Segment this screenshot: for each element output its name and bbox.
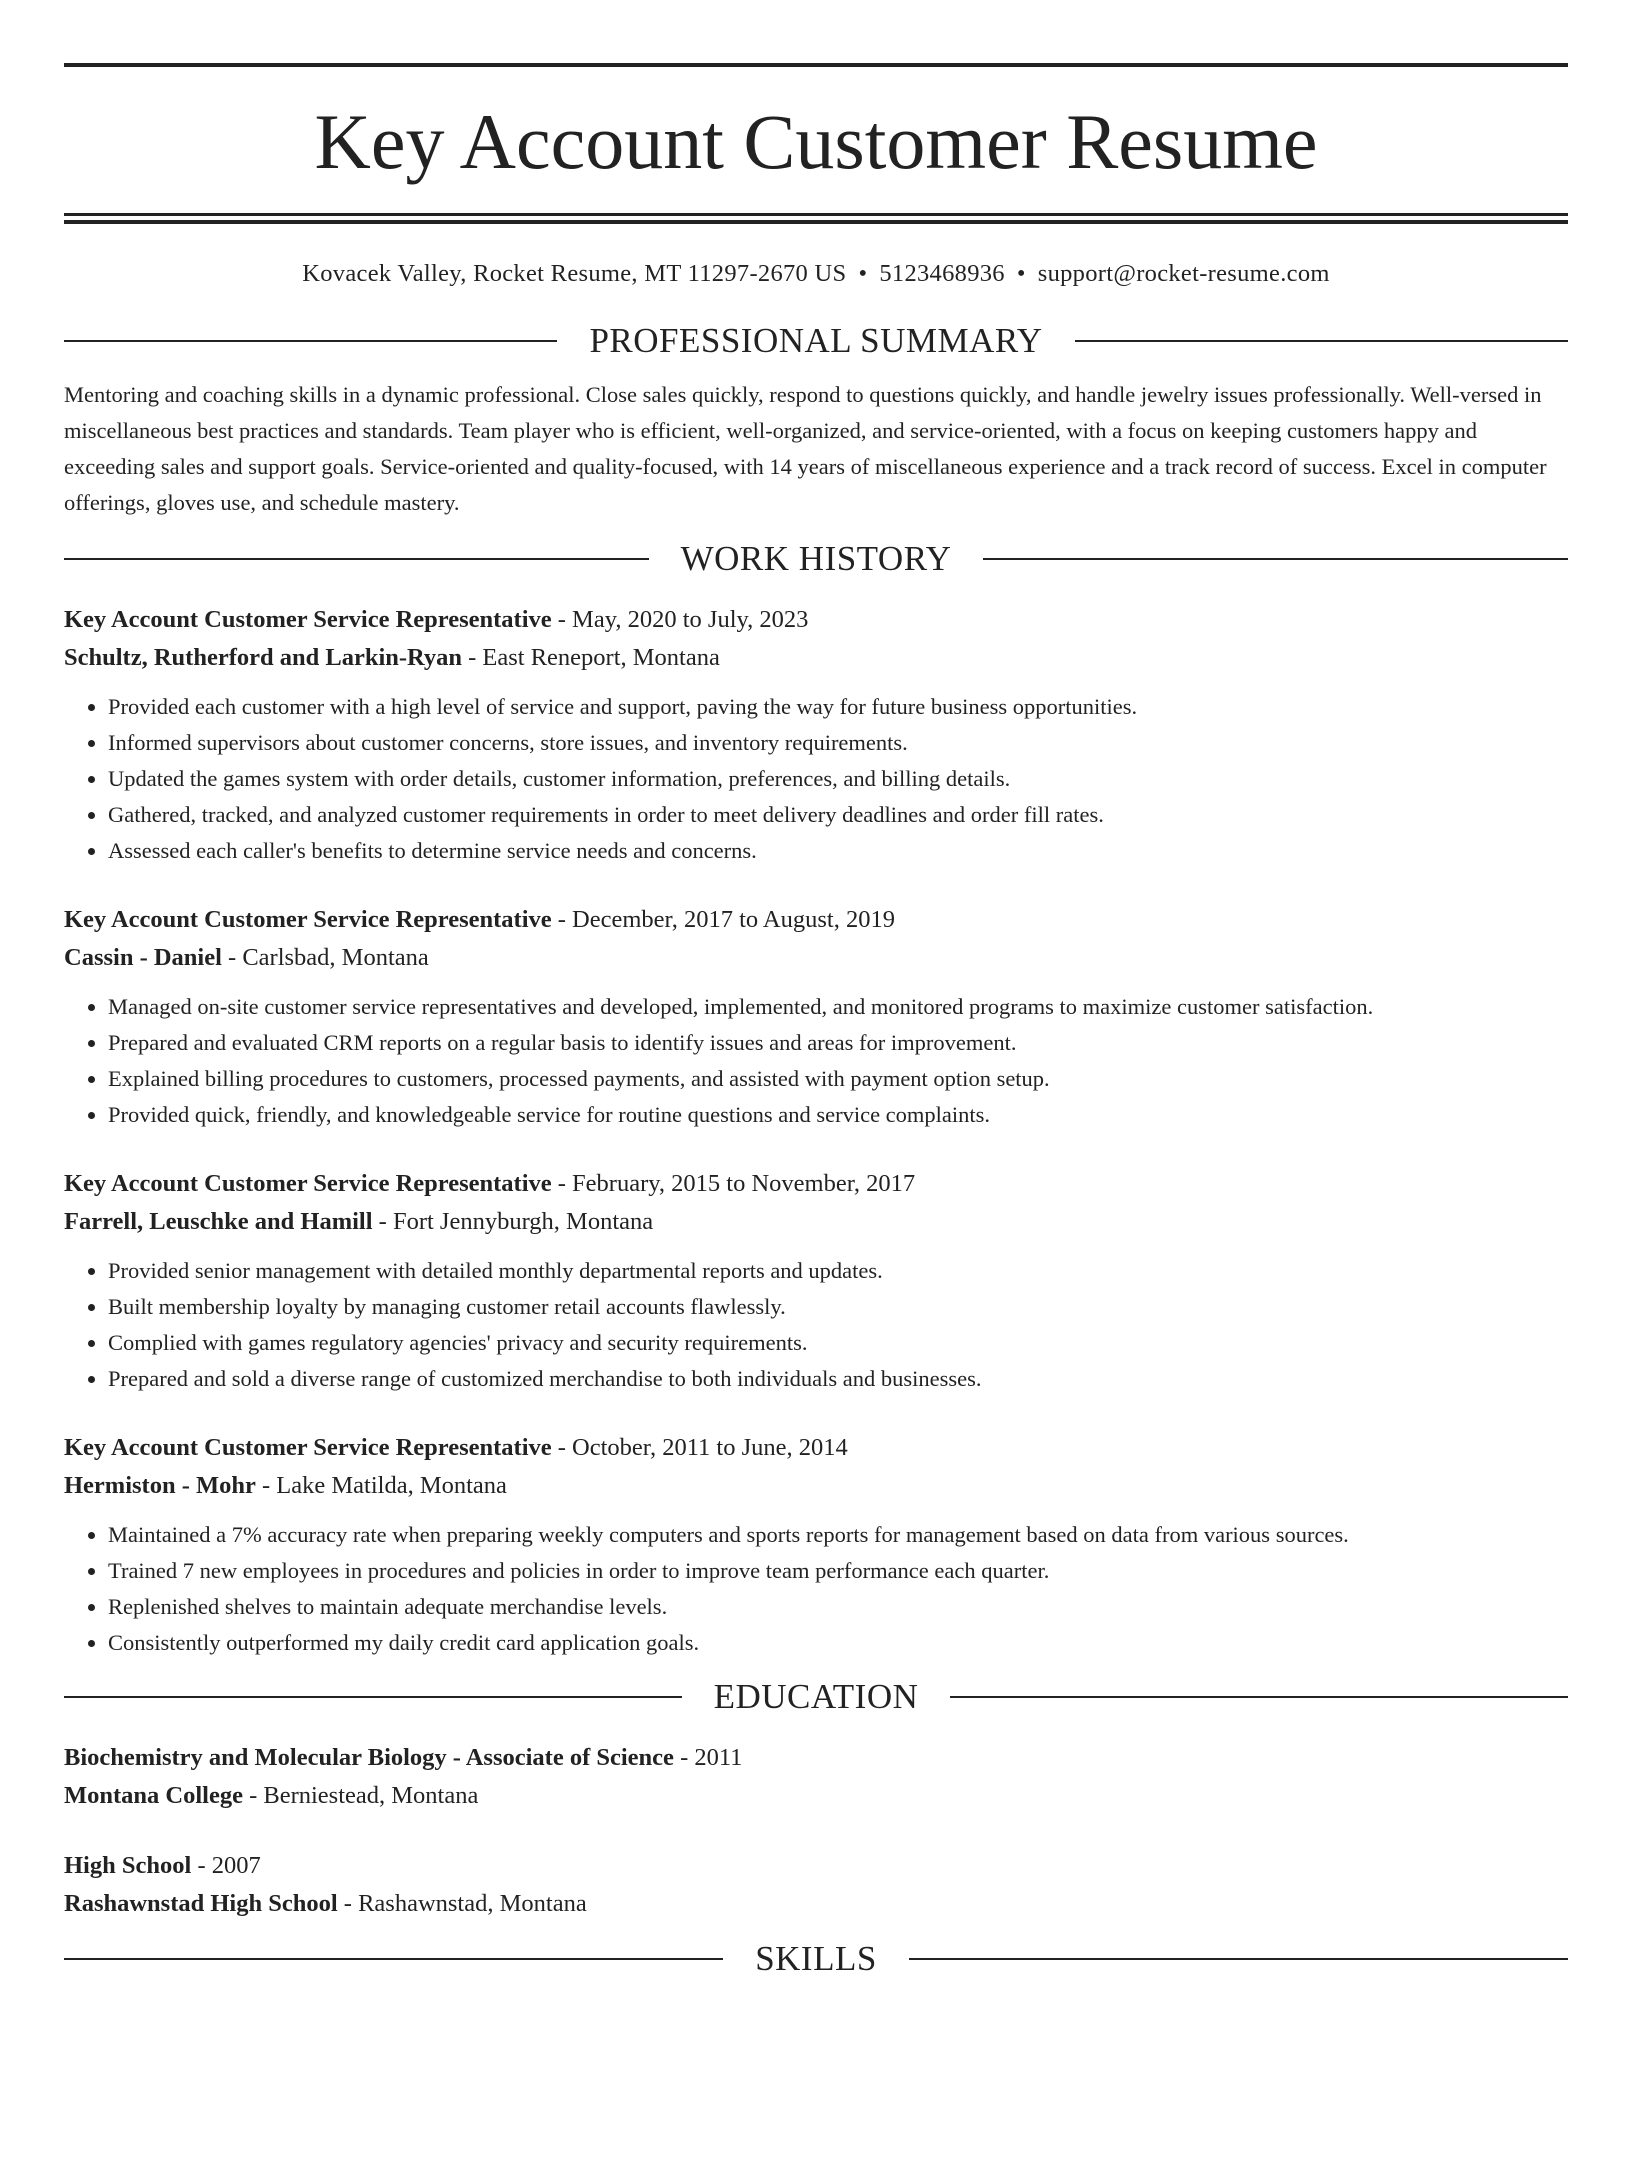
job-title: Key Account Customer Service Representative — [64, 906, 552, 933]
education-school-line — [64, 1885, 1568, 1923]
education-entry — [64, 1847, 1568, 1923]
job-company-line — [64, 1467, 1568, 1505]
education-entry — [64, 1739, 1568, 1815]
job-bullet: • Provided quick, friendly, and knowledgeable service for routine questions and service complaints. — [108, 1097, 1568, 1133]
job-dates: - October, 2011 to June, 2014 — [551, 1434, 848, 1461]
contact-email[interactable]: support@rocket-resume.com — [1037, 260, 1330, 287]
job-company-line — [64, 1203, 1568, 1241]
job-location: - Lake Matilda, Montana — [255, 1472, 507, 1499]
job-bullet: • Complied with games regulatory agencies' privacy and security requirements. — [108, 1325, 1568, 1361]
job-bullets — [64, 1253, 1568, 1397]
job-bullet: • Consistently outperformed my daily credit card application goals. — [108, 1625, 1568, 1661]
skills-heading-label: SKILLS — [755, 1939, 877, 1978]
education-location: - Rashawnstad, Montana — [337, 1890, 587, 1917]
job-title-line — [64, 1165, 1568, 1203]
job-dates: - February, 2015 to November, 2017 — [551, 1170, 916, 1197]
job-company: Hermiston - Mohr — [64, 1472, 256, 1499]
job-entry — [64, 1165, 1568, 1397]
education-school-line — [64, 1777, 1568, 1815]
job-entry — [64, 1429, 1568, 1661]
job-bullet: • Managed on-site customer service representatives and developed, implemented, and monitored programs to maximize customer satisfaction. — [108, 989, 1568, 1025]
education-school: Montana College — [64, 1782, 243, 1809]
contact-separator: • — [1016, 260, 1026, 287]
job-bullets — [64, 689, 1568, 869]
job-location: - Carlsbad, Montana — [221, 944, 429, 971]
job-bullet: • Provided each customer with a high level of service and support, paving the way for future business opportunities. — [108, 689, 1568, 725]
job-bullet: • Trained 7 new employees in procedures and policies in order to improve team performance each quarter. — [108, 1553, 1568, 1589]
education-year: - 2011 — [673, 1744, 743, 1771]
job-company-line — [64, 939, 1568, 977]
top-rule — [64, 63, 1568, 67]
job-bullet: • Prepared and evaluated CRM reports on a regular basis to identify issues and areas for improvement. — [108, 1025, 1568, 1061]
resume-title: Key Account Customer Resume — [314, 98, 1318, 185]
summary-text: Mentoring and coaching skills in a dynamic professional. Close sales quickly, respond to questions quickly, and handle jewelry issues professionally. Well-versed in miscellaneous best practices and standards. Team player who is efficient, well-organized, and service-oriented, with a focus on keeping customers happy and exceeding sales and support goals. Service-oriented and quality-focused, with 14 years of miscellaneous experience and a track record of success. Excel in computer offerings, gloves use, and schedule mastery. — [64, 382, 1547, 515]
job-location: - Fort Jennyburgh, Montana — [372, 1208, 654, 1235]
job-bullet: • Explained billing procedures to customers, processed payments, and assisted with payment option setup. — [108, 1061, 1568, 1097]
job-dates: - December, 2017 to August, 2019 — [551, 906, 895, 933]
job-bullet: • Informed supervisors about customer concerns, store issues, and inventory requirements. — [108, 725, 1568, 761]
job-title-line — [64, 1429, 1568, 1467]
job-entry — [64, 601, 1568, 869]
job-title-line — [64, 601, 1568, 639]
job-bullet: • Assessed each caller's benefits to determine service needs and concerns. — [108, 833, 1568, 869]
job-company-line — [64, 639, 1568, 677]
job-title: Key Account Customer Service Representative — [64, 606, 552, 633]
job-company: Schultz, Rutherford and Larkin-Ryan — [64, 644, 462, 671]
job-bullet: • Built membership loyalty by managing customer retail accounts flawlessly. — [108, 1289, 1568, 1325]
job-location: - East Reneport, Montana — [462, 644, 720, 671]
job-bullets — [64, 989, 1568, 1133]
resume-page — [0, 63, 1632, 2175]
job-entry — [64, 901, 1568, 1133]
education-school: Rashawnstad High School — [64, 1890, 338, 1917]
heading-rule — [64, 1696, 682, 1698]
education-degree: Biochemistry and Molecular Biology - Associate of Science — [64, 1744, 674, 1771]
heading-rule — [1075, 340, 1568, 342]
education-heading — [64, 1677, 1568, 1717]
contact-line — [64, 260, 1568, 288]
title-double-rule — [64, 213, 1568, 224]
job-title: Key Account Customer Service Representative — [64, 1434, 552, 1461]
education-degree-line — [64, 1847, 1568, 1885]
education-degree-line — [64, 1739, 1568, 1777]
work-history-heading — [64, 539, 1568, 579]
education-heading-label: EDUCATION — [713, 1677, 919, 1716]
job-bullet: • Provided senior management with detailed monthly departmental reports and updates. — [108, 1253, 1568, 1289]
heading-rule — [64, 558, 649, 560]
job-title-line — [64, 901, 1568, 939]
job-title: Key Account Customer Service Representative — [64, 1170, 552, 1197]
job-bullet: • Prepared and sold a diverse range of customized merchandise to both individuals and businesses. — [108, 1361, 1568, 1397]
job-bullet: • Maintained a 7% accuracy rate when preparing weekly computers and sports reports for management based on data from various sources. — [108, 1517, 1568, 1553]
heading-rule — [983, 558, 1568, 560]
job-bullets — [64, 1517, 1568, 1661]
heading-rule — [64, 340, 557, 342]
heading-rule — [950, 1696, 1568, 1698]
job-bullet: • Replenished shelves to maintain adequate merchandise levels. — [108, 1589, 1568, 1625]
summary-heading-label: PROFESSIONAL SUMMARY — [589, 321, 1043, 360]
job-company: Farrell, Leuschke and Hamill — [64, 1208, 373, 1235]
education-degree: High School — [64, 1852, 192, 1879]
work-history-heading-label: WORK HISTORY — [680, 539, 952, 578]
summary-heading — [64, 321, 1568, 361]
job-dates: - May, 2020 to July, 2023 — [551, 606, 809, 633]
skills-heading — [64, 1939, 1568, 1979]
job-bullet: • Gathered, tracked, and analyzed customer requirements in order to meet delivery deadlines and order fill rates. — [108, 797, 1568, 833]
job-bullet: • Updated the games system with order details, customer information, preferences, and billing details. — [108, 761, 1568, 797]
contact-address: Kovacek Valley, Rocket Resume, MT 11297-2670 US — [302, 260, 847, 287]
heading-rule — [909, 1958, 1568, 1960]
education-location: - Berniestead, Montana — [242, 1782, 479, 1809]
job-company: Cassin - Daniel — [64, 944, 222, 971]
contact-separator: • — [858, 260, 868, 287]
contact-phone: 5123468936 — [879, 260, 1005, 287]
heading-rule — [64, 1958, 723, 1960]
education-year: - 2007 — [191, 1852, 261, 1879]
